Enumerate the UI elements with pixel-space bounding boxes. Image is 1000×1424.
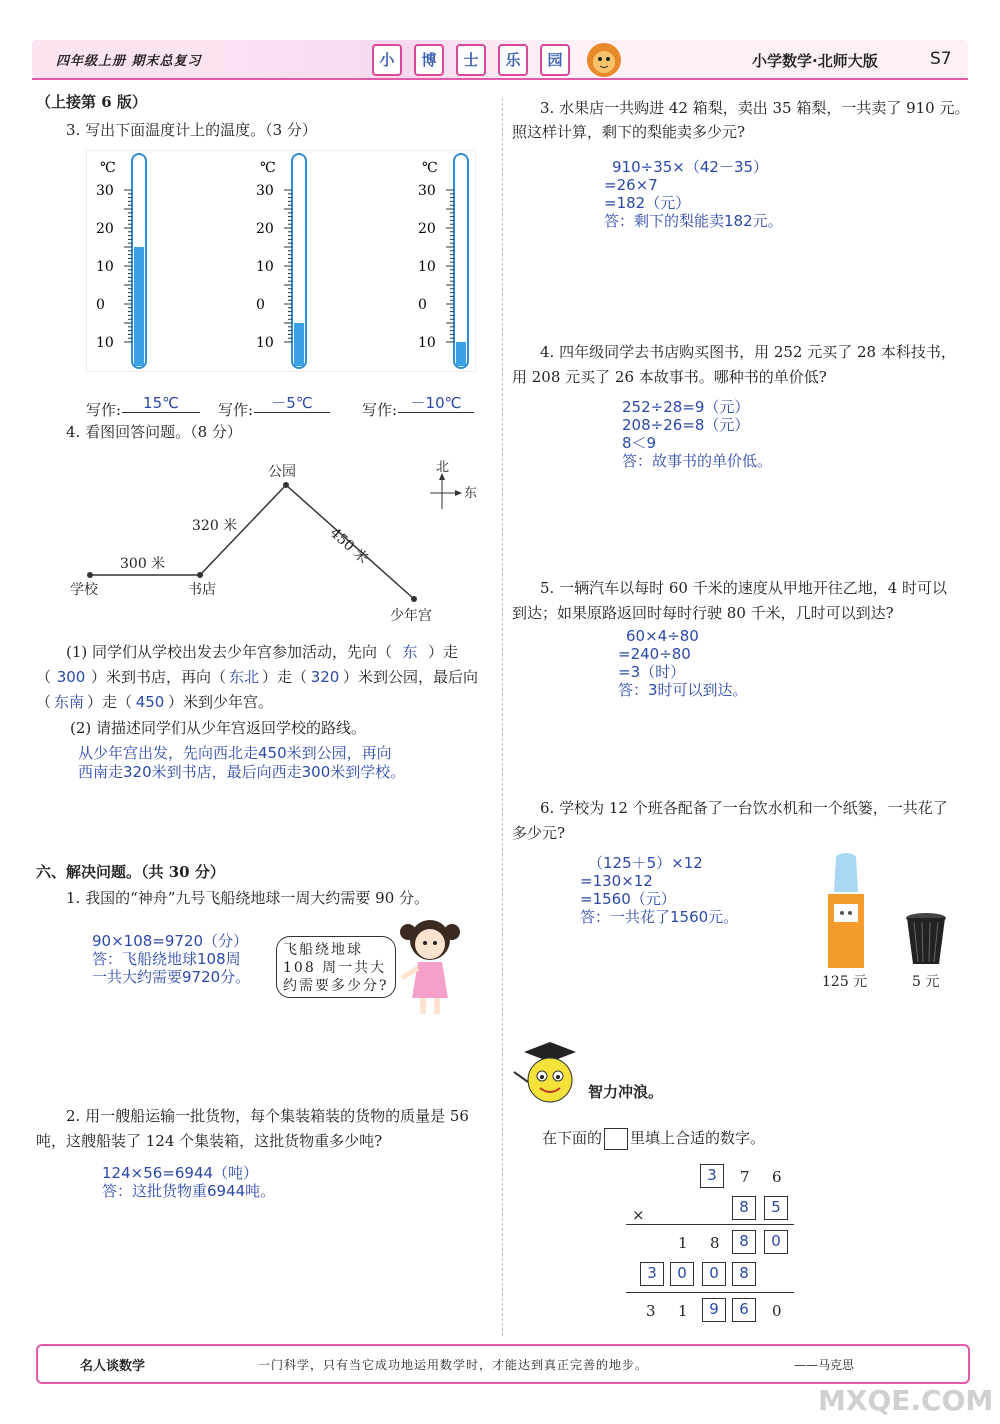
thermometer-tick-label: 0	[418, 297, 427, 313]
puzzle-prompt-a: 在下面的	[542, 1129, 603, 1147]
thermometer-tick-label: 10	[418, 335, 436, 351]
write-label-3: 写作:	[362, 401, 398, 419]
thermometer-tick-label: 0	[256, 297, 265, 313]
speech-bubble: 飞船绕地球 108 周一共大约需要多少分?	[276, 936, 396, 998]
section6-title: 六、解决问题。（共 30 分）	[36, 863, 225, 881]
r-q5-answer-4: 答：3时可以到达。	[618, 681, 748, 699]
puzzle-r4-d3: 0	[702, 1262, 726, 1286]
thermometer-mercury	[134, 247, 144, 366]
r-q4-line1: 4. 四年级同学去书店购买图书，用 252 元买了 28 本科技书，	[540, 343, 956, 361]
q4-text-c: （	[36, 668, 52, 686]
puzzle-rule-1	[626, 1224, 794, 1225]
header-tile-5: 园	[540, 44, 570, 76]
answer-dist-3: 450	[135, 693, 165, 711]
s6-q1-answer-1: 90×108=9720（分）	[92, 932, 249, 950]
r-q3-answer-2: =26×7	[604, 176, 658, 194]
temp-answer-3: －10℃	[398, 394, 474, 413]
puzzle-r5-d3: 9	[702, 1298, 726, 1322]
label-park: 公园	[268, 464, 296, 480]
compass-east: 东	[464, 486, 478, 501]
puzzle-r5-d2: 1	[678, 1302, 688, 1320]
r-q3-answer-3: =182（元）	[604, 194, 691, 212]
header-tile-1: 小	[372, 44, 402, 76]
r-q4-answer-3: 8＜9	[622, 434, 657, 452]
puzzle-r2-d1: 8	[732, 1196, 756, 1220]
puzzle-r3-d1: 1	[678, 1234, 688, 1252]
r-q5-line1: 5. 一辆汽车以每时 60 千米的速度从甲地开往乙地，4 时可以	[540, 579, 948, 597]
compass-north: 北	[436, 460, 450, 475]
empty-box-icon	[604, 1128, 628, 1150]
footer-label: 名人谈数学	[80, 1359, 146, 1374]
q3-prompt: 3. 写出下面温度计上的温度。（3 分）	[66, 121, 317, 139]
q4-text-a: (1) 同学们从学校出发去少年宫参加活动，先向（	[66, 643, 393, 661]
puzzle-r1-d1: 3	[700, 1164, 724, 1188]
header-left-text: 四年级上册 期末总复习	[56, 54, 202, 69]
r-q5-answer-2: =240÷80	[618, 645, 691, 663]
thermometer-unit: ℃	[100, 160, 116, 176]
answer-dir-2: 东北	[229, 668, 260, 686]
q4-text-f: ）米到公园，最后向	[343, 668, 479, 686]
q4-text-i: ）米到少年宫。	[168, 693, 274, 711]
thermometer-tick-label: 30	[418, 183, 436, 199]
answer-dist-1: 300	[56, 668, 86, 686]
r-q4-answer-4: 答：故事书的单价低。	[622, 452, 773, 470]
r-q6-answer-1: （125＋5）×12	[588, 854, 703, 872]
r-q6-answer-3: =1560（元）	[580, 890, 676, 908]
thermometer-mercury	[456, 342, 466, 366]
q4-prompt: 4. 看图回答问题。（8 分）	[66, 423, 242, 441]
q4-part1-line1	[66, 640, 496, 664]
girl-illustration	[392, 914, 468, 1020]
q4-text-g: （	[36, 693, 52, 711]
q4-part2-answer-1: 从少年宫出发，先向西北走450米到公园，再向	[78, 744, 392, 762]
thermometer-tick-label: 10	[96, 335, 114, 351]
answer-dir-1: 东	[402, 643, 418, 661]
thermometers	[86, 150, 476, 372]
header-tile-2: 博	[414, 44, 444, 76]
q4-part2-prompt: (2) 请描述同学们从少年宫返回学校的路线。	[70, 719, 367, 737]
header-tile-4: 乐	[498, 44, 528, 76]
label-bookstore: 书店	[188, 582, 216, 598]
r-q6-line2: 多少元?	[512, 824, 566, 842]
lion-mascot-icon	[582, 40, 626, 80]
r-q6-answer-2: =130×12	[580, 872, 653, 890]
q4-text-b: ）走	[428, 643, 459, 661]
s6-q2-line2: 吨，这艘船装了 124 个集装箱，这批货物重多少吨?	[36, 1132, 383, 1150]
thermometer-tick-label: 20	[96, 221, 114, 237]
column-divider	[502, 98, 503, 1336]
label-youth-palace: 少年宫	[390, 608, 432, 624]
puzzle-r4-d4: 8	[732, 1262, 756, 1286]
puzzle-r1-d3: 6	[772, 1168, 782, 1186]
q4-part1-line3	[36, 690, 496, 714]
q4-text-e: ）走（	[262, 668, 308, 686]
thermometer-tick-label: 20	[418, 221, 436, 237]
puzzle-r3-d4: 0	[764, 1230, 788, 1254]
puzzle-r1-d2: 7	[740, 1168, 750, 1186]
r-q3-line2: 照这样计算，剩下的梨能卖多少元?	[512, 123, 746, 141]
thermometer-mercury	[294, 323, 304, 366]
r-q4-answer-1: 252÷28=9（元）	[622, 398, 750, 416]
footer-author: ——马克思	[794, 1358, 855, 1372]
r-q5-answer-1: 60×4÷80	[626, 627, 699, 645]
water-dispenser-icon	[822, 852, 870, 970]
thermometer-tick-label: 10	[256, 335, 274, 351]
puzzle-r3-d2: 8	[710, 1234, 720, 1252]
thermometer-tick-label: 10	[418, 259, 436, 275]
q4-part2-answer-2: 西南走320米到书店，最后向西走300米到学校。	[78, 763, 406, 781]
label-school: 学校	[70, 582, 98, 598]
footer-quote: 一门科学，只有当它成功地运用数学时，才能达到真正完善的地步。	[258, 1358, 649, 1372]
doctor-mascot-icon	[510, 1042, 588, 1110]
puzzle-times: ×	[632, 1206, 645, 1224]
r-q6-line1: 6. 学校为 12 个班各配备了一台饮水机和一个纸篓，一共花了	[540, 799, 948, 817]
puzzle-title: 智力冲浪。	[588, 1083, 664, 1101]
thermometer-tick-label: 30	[256, 183, 274, 199]
puzzle-r2-d2: 5	[764, 1196, 788, 1220]
r-q3-answer-4: 答：剩下的梨能卖182元。	[604, 212, 783, 230]
s6-q1: 1. 我国的“神舟”九号飞船绕地球一周大约需要 90 分。	[66, 889, 430, 907]
thermometer-unit: ℃	[422, 160, 438, 176]
q4-part1-line2	[36, 665, 496, 689]
header-tile-3: 士	[456, 44, 486, 76]
price-basket: 5 元	[912, 974, 940, 990]
thermometer-tick-label: 10	[96, 259, 114, 275]
r-q3-answer-1: 910÷35×（42－35）	[612, 158, 769, 176]
temp-answer-1: 15℃	[122, 394, 200, 413]
puzzle-grid	[626, 1162, 794, 1322]
thermometer-tick-label: 20	[256, 221, 274, 237]
price-dispenser: 125 元	[822, 974, 868, 990]
q4-text-d: ）米到书店，再向（	[91, 668, 227, 686]
puzzle-prompt-b: 里填上合适的数字。	[630, 1129, 766, 1147]
wastebasket-icon	[904, 912, 948, 966]
thermometer-tick-label: 0	[96, 297, 105, 313]
s6-q2-answer-2: 答：这批货物重6944吨。	[102, 1182, 276, 1200]
s6-q1-answer-3: 一共大约需要9720分。	[92, 968, 251, 986]
r-q5-answer-3: =3（时）	[618, 663, 686, 681]
puzzle-prompt	[542, 1126, 765, 1150]
s6-q1-answer-2: 答：飞船绕地球108周	[92, 950, 241, 968]
s6-q2-line1: 2. 用一艘船运输一批货物，每个集装箱装的货物的质量是 56	[66, 1107, 469, 1125]
q4-text-h: ）走（	[87, 693, 133, 711]
thermometer-tick-label: 10	[256, 259, 274, 275]
answer-dir-3: 东南	[54, 693, 85, 711]
temp-answer-2: －5℃	[254, 394, 330, 413]
puzzle-r4-d1: 3	[640, 1262, 664, 1286]
thermometer-unit: ℃	[260, 160, 276, 176]
r-q6-answer-4: 答：一共花了1560元。	[580, 908, 739, 926]
r-q3-line1: 3. 水果店一共购进 42 箱梨，卖出 35 箱梨，一共卖了 910 元。	[540, 99, 970, 117]
puzzle-rule-2	[626, 1292, 794, 1293]
s6-q2-answer-1: 124×56=6944（吨）	[102, 1164, 259, 1182]
header-subject: 小学数学·北师大版	[752, 52, 878, 70]
continued-note: （上接第 6 版）	[36, 93, 147, 111]
answer-dist-2: 320	[310, 668, 340, 686]
r-q4-line2: 用 208 元买了 26 本故事书。哪种书的单价低?	[512, 368, 827, 386]
distance-320: 320 米	[192, 518, 238, 534]
distance-450: 450 米	[326, 524, 371, 568]
watermark: MXQE.COM	[818, 1384, 994, 1417]
page-number: S7	[930, 49, 952, 69]
write-label-2: 写作:	[218, 401, 254, 419]
write-label-1: 写作:	[86, 401, 122, 419]
r-q4-answer-2: 208÷26=8（元）	[622, 416, 750, 434]
puzzle-r4-d2: 0	[670, 1262, 694, 1286]
puzzle-r3-d3: 8	[732, 1230, 756, 1254]
thermometer-tube	[454, 154, 468, 368]
distance-300: 300 米	[120, 556, 166, 572]
puzzle-r5-d5: 0	[772, 1302, 782, 1320]
thermometer-tick-label: 30	[96, 183, 114, 199]
puzzle-r5-d4: 6	[732, 1298, 756, 1322]
puzzle-r5-d1: 3	[646, 1302, 656, 1320]
header-divider	[32, 78, 968, 80]
r-q5-line2: 到达；如果原路返回时每时行驶 80 千米，几时可以到达?	[512, 604, 894, 622]
